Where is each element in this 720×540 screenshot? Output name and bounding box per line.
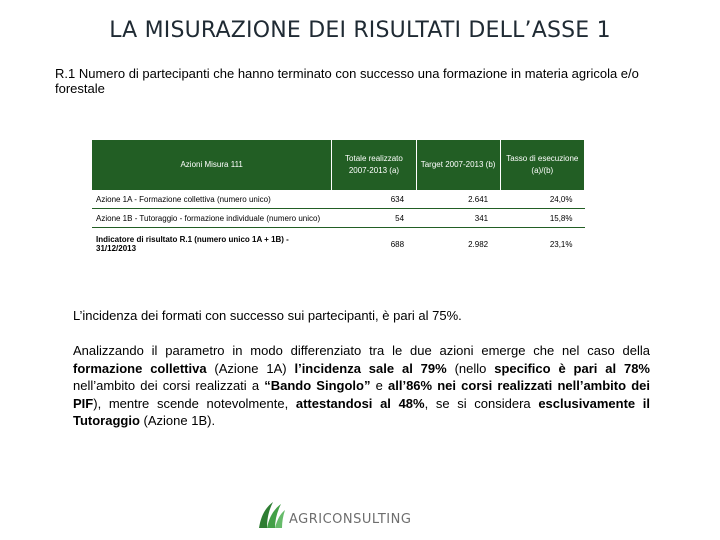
agriconsulting-logo [255,498,415,530]
para-bold: l’incidenza sale al 79% [294,360,447,376]
para-bold: “Bando Singolo” [264,378,371,393]
analysis-paragraph [73,342,650,430]
cell-totale: 634 [332,190,416,209]
leaf-logo-icon [255,498,287,530]
para-text: nell’ambito dei corsi realizzati a [73,378,265,393]
para-bold: attestandosi al 48% [295,395,425,411]
cell-totale: 54 [332,209,416,228]
para-bold: formazione collettiva [73,360,207,376]
cell-target: 2.982 [468,239,489,249]
para-bold: all’86% nei corsi realizzati nell’ambito dei PIF [73,378,650,411]
para-text: e [370,378,388,393]
table-row [92,190,585,209]
logo-text: AGRICONSULTING [289,512,412,527]
para-bold: esclusivamente il Tutoraggio [73,395,651,428]
subtitle: R.1 Numero di partecipanti che hanno terminato con successo una formazione in materia agricola e/o forestale [55,66,639,96]
header-tasso: Tasso di esecuzione (a)/(b) [500,140,584,190]
results-table [92,140,585,260]
para-text: (nello [446,360,495,376]
row-label-total: Indicatore di risultato R.1 (numero unico 1A + 1B) - 31/12/2013 [96,235,289,253]
cell-target: 341 [416,209,500,228]
para-text: , se si considera [424,395,539,411]
header-totale: Totale realizzato 2007-2013 (a) [332,140,416,190]
cell-tasso: 24,0% [500,190,584,209]
row-label: Azione 1A - Formazione collettiva (numero unico) [92,190,332,209]
table-row-total [92,228,585,261]
incidence-text: L’incidenza dei formati con successo sui partecipanti, è pari al 75%. [73,308,462,323]
cell-target: 2.641 [416,190,500,209]
header-target: Target 2007-2013 (b) [416,140,500,190]
para-text: ), mentre scende notevolmente, [93,395,296,411]
table-header-row [92,140,585,190]
table-row [92,209,585,228]
cell-tasso: 15,8% [500,209,584,228]
header-azioni: Azioni Misura 111 [92,140,332,190]
para-text: (Azione 1A) [206,360,295,376]
cell-totale: 688 [390,239,405,249]
page-title: LA MISURAZIONE DEI RISULTATI DELL’ASSE 1 [109,18,611,43]
cell-tasso: 23,1% [549,239,573,249]
para-text: (Azione 1B). [139,413,216,428]
para-text: Analizzando il parametro in modo differenziato tra le due azioni emerge che nel caso della [73,343,650,358]
row-label: Azione 1B - Tutoraggio - formazione individuale (numero unico) [92,209,332,228]
para-bold: specifico è pari al 78% [494,360,650,376]
